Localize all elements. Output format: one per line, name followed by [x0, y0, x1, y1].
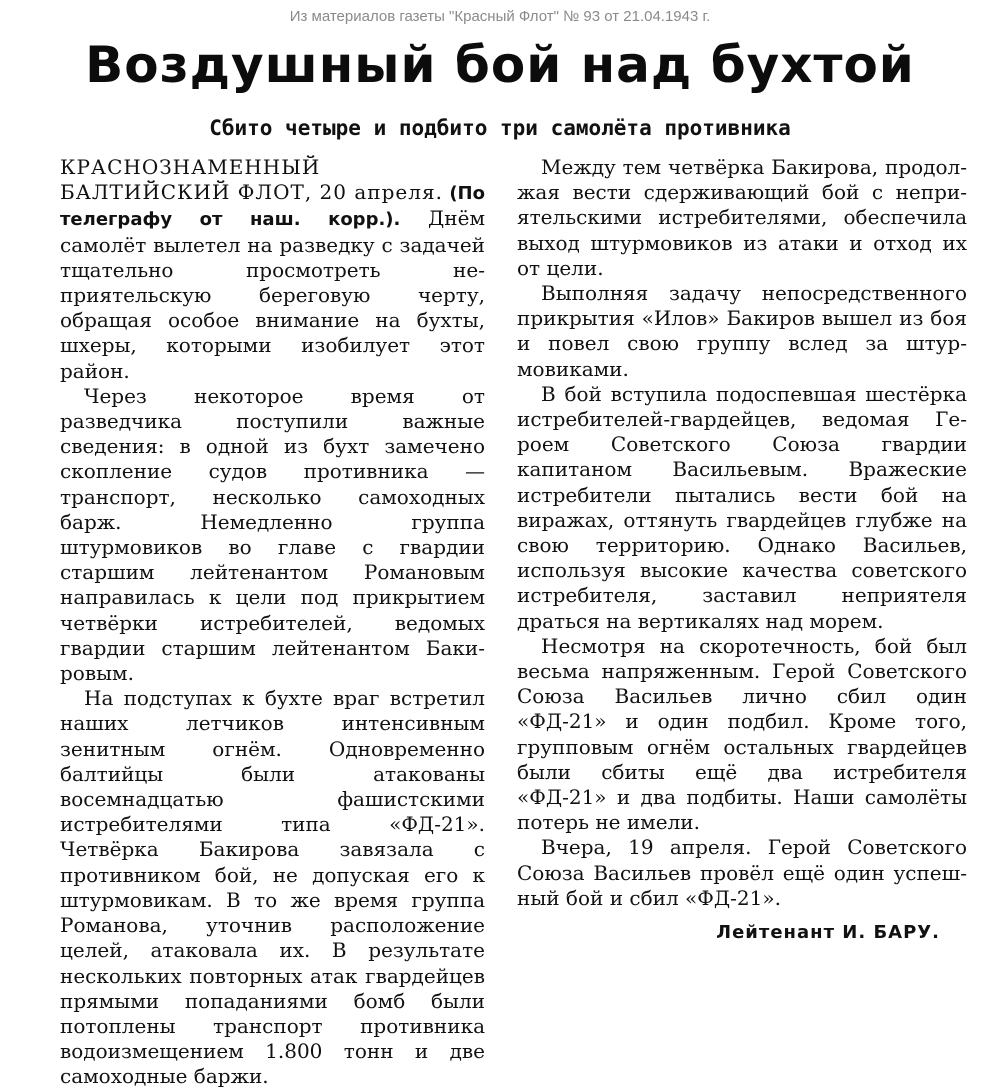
right-paragraph-5: Вчера, 19 апреля. Герой Советского Союза Васильев провёл ещё один успешный бой и сбил «ФД-21».: [517, 835, 967, 910]
left-column: [60, 155, 485, 1090]
right-paragraph-4: Несмотря на скоротечность, бой был весьма напряженным. Герой Советского Союза Васильев лично сбил один «ФД-21» и один подбил. Кроме того, групповым огнём остальных гвардейцев были сбиты ещё два истребителя «ФД-21» и два подбиты. Наши самолёты потерь не имели.: [517, 633, 967, 835]
right-paragraph-3: В бой вступила подоспевшая шестёрка истребителей-гвардейцев, ведомая Героем Советского Союза гвардии капитаном Васильевым. Вражеские истребители пытались вести бой на виражах, оттянуть гвардейцев глубже на свою территорию. Однако Васильев, используя высокие качества советского истребителя, заставил неприятеля драться на вертикалях над морем.: [517, 381, 967, 633]
right-paragraph-2: Выполняя задачу непосредственного прикрытия «Илов» Бакиров вышел из боя и повел свою группу вслед за штурмовиками.: [517, 281, 967, 381]
dateline: КРАСНОЗНАМЕННЫЙ БАЛТИЙСКИЙ ФЛОТ, 20 апреля.: [60, 155, 443, 205]
left-paragraph-2: Через некоторое время от разведчика поступили важные сведения: в одной из бухт замечено скопление судов противника — транспорт, несколько самоходных барж. Немедленно группа штурмовиков во главе с гвардии старшим лейтенантом Романовым направилась к цели под прикрытием четвёрки истребителей, ведомых гвардии старшим лейтенантом Бакировым.: [60, 383, 485, 686]
right-column: [517, 155, 967, 911]
left-paragraph-1-text: Днём самолёт вылетел на разведку с задачей тщательно просмотреть неприятельскую береговую черту, обращая особое внимание на бухты, шхеры, которыми изобилует этот район.: [60, 206, 486, 383]
article-subheadline: Сбито четыре и подбито три самолёта противника: [209, 116, 791, 140]
left-paragraph-3: На подступах к бухте враг встретил наших летчиков интенсивным зенитным огнём. Одновременно балтийцы были атакованы восемнадцатью фашистскими истребителями типа «ФД-21». Четвёрка Бакирова завязала с противником бой, не допуская его к штурмовикам. В то же время группа Романова, уточнив расположение целей, атаковала их. В результате нескольких повторных атак гвардейцев прямыми попаданиями бомб были потоплены транспорт противника водоизмещением 1.800 тонн и две самоходные баржи.: [60, 686, 485, 1089]
source-note: Из материалов газеты "Красный Флот" № 93 от 21.04.1943 г.: [289, 8, 711, 25]
article-headline: Воздушный бой над бухтой: [85, 36, 915, 94]
telegraph-note: (По телеграфу от наш. корр.).: [60, 183, 485, 231]
right-paragraph-1: Между тем четвёрка Бакирова, продолжая вести сдерживающий бой с неприятельскими истребителями, обеспечила выход штурмовиков из атаки и отход их от цели.: [517, 155, 967, 280]
left-paragraph-1: [60, 155, 485, 384]
author-signature: Лейтенант И. БАРУ.: [716, 922, 940, 943]
